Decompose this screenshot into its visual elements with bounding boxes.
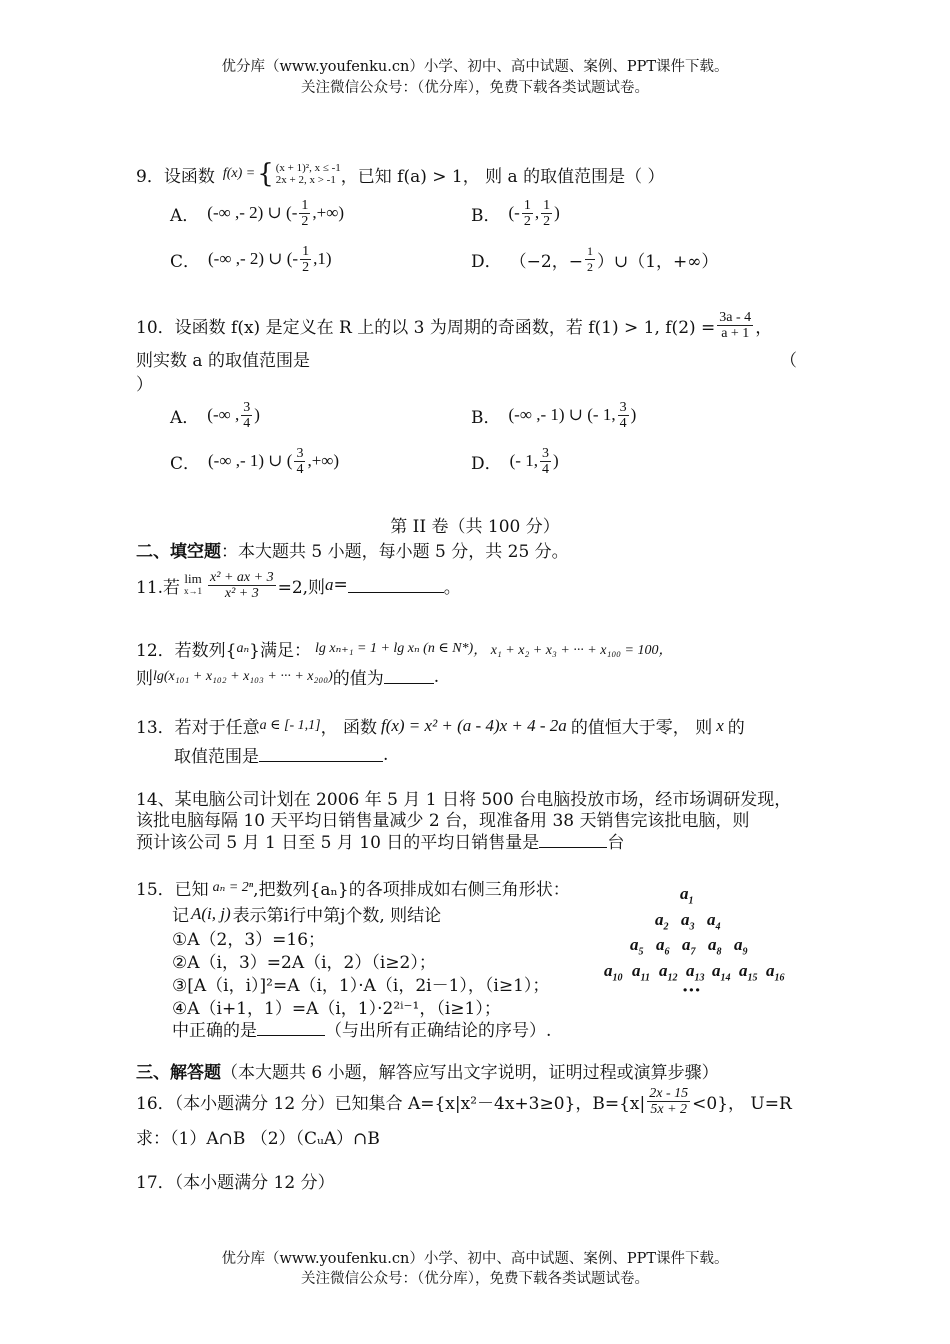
- q12-expr: lg(x₁₀₁ + x₁₀₂ + x₁₀₃ + ··· + x₂₀₀): [153, 668, 333, 684]
- triangle-a15-sub: 15: [747, 972, 758, 984]
- q16-line1a: 16．（本小题满分 12 分）已知集合 A={x|x²－4x+3≥0}，B={x|: [136, 1093, 646, 1114]
- q16-line2: 求：（1）A∩B （2）（CᵤA）∩B: [136, 1129, 380, 1149]
- q15-statement-3: ③[A（i，i）]²=A（i，1）·A（i，2i－1），（i≥1）；: [172, 976, 550, 996]
- q9-b-num1: 1: [523, 197, 531, 213]
- q11-pre: 11.若: [136, 577, 181, 598]
- q11-num: x² + ax + 3: [210, 569, 274, 585]
- q12-relation: lg xₙ₊₁ = 1 + lg xₙ (n ∈ N*): [314, 641, 474, 656]
- q10-a-tail: ): [254, 405, 260, 424]
- q15-line1b: ,把数列{aₙ}的各项排成如右侧三角形状：: [253, 880, 570, 900]
- q9-a-text: (-∞ ,- 2) ∪ (-: [207, 203, 298, 222]
- q12-sum: ， x₁ + x₂ + x₃ + ··· + x₁₀₀ = 100，: [473, 642, 673, 658]
- q10-option-c: [170, 442, 339, 480]
- q9-case-2: 2x + 2, x > -1: [275, 174, 336, 186]
- q13-line1b: ， 函数: [320, 718, 377, 738]
- q9-b-mid: ,: [534, 203, 540, 222]
- q11-post: =2,则: [277, 577, 326, 598]
- q9-d-den: 2: [586, 259, 593, 274]
- q9-case-1: (x + 1)², x ≤ -1: [275, 162, 341, 174]
- q9-a-label: A．: [170, 205, 200, 226]
- q15-line2b: 表示第i行中第j个数, 则结论: [232, 906, 442, 926]
- q10-a-num: 3: [243, 399, 251, 415]
- q11-answer-blank[interactable]: [348, 578, 444, 593]
- q11-lim: [184, 572, 202, 598]
- triangle-a12: $a_{12}$: [659, 961, 678, 984]
- q9-c-text: (-∞ ,- 2) ∪ (-: [208, 249, 299, 268]
- q9-a-tail: ,+∞): [312, 203, 344, 222]
- q11-var: a: [325, 575, 334, 594]
- q11-eq: =: [333, 575, 348, 595]
- q12-line1a: 12．若数列{: [136, 641, 237, 661]
- q15-line2a: 记: [172, 906, 189, 926]
- q10-frac: [717, 310, 753, 341]
- q15-statement-2: ②A（i，3）=2A（i，2）（i≥2）；: [172, 953, 436, 973]
- q9-prefix: 9．设函数: [136, 166, 215, 187]
- q9-b-num2: 1: [543, 197, 551, 213]
- triangle-a11-sub: 11: [640, 972, 650, 984]
- q10-a-frac: [241, 400, 252, 431]
- q9-b-den2: 2: [543, 213, 551, 229]
- triangle-a7: $a_7$: [682, 935, 696, 958]
- triangle-a14: $a_{14}$: [712, 961, 731, 984]
- q9-stem: [136, 160, 665, 188]
- q14-line3-end: 台: [607, 833, 625, 853]
- q9-a-frac: [299, 198, 310, 229]
- q10-d-den: 4: [541, 461, 549, 477]
- q9-func: f(x) =: [222, 166, 256, 181]
- q9-b-den1: 2: [523, 213, 531, 229]
- q9-d-text: （−2，−: [509, 251, 583, 272]
- q9-c-frac: [300, 244, 311, 275]
- triangle-a1-sub: 1: [688, 895, 694, 907]
- q11-den: x² + 3: [224, 585, 259, 601]
- q9-option-c: [170, 242, 332, 276]
- triangle-a16-sub: 16: [774, 972, 785, 984]
- q10-b-label: B．: [471, 407, 501, 428]
- triangle-a9-sub: 9: [742, 946, 748, 958]
- triangle-a5-sub: 5: [638, 946, 644, 958]
- q10-line1a: 10．设函数 f(x) 是定义在 R 上的以 3 为周期的奇函数，若 f(1) > 1, f(2) =: [136, 317, 716, 338]
- q16-line1b: <0}， U=R: [692, 1093, 792, 1114]
- triangle-a14-sub: 14: [720, 972, 731, 984]
- part2-section-label: 二、填空题: [136, 542, 221, 562]
- q10-line2: 则实数 a 的取值范围是: [136, 351, 310, 371]
- q15-statement-4: ④A（i+1，1）=A（i，1）·2²ⁱ⁻¹，（i≥1）；: [172, 999, 501, 1019]
- q15-statement-1: ①A（2，3）=16；: [172, 930, 326, 950]
- q13-line1c: 的值恒大于零， 则: [570, 718, 713, 738]
- triangle-a7-sub: 7: [690, 946, 696, 958]
- q10-c-frac: [294, 446, 305, 477]
- q13-func: f(x) = x² + (a - 4)x + 4 - 2a: [380, 715, 567, 735]
- q14-line3-text: 预计该公司 5 月 1 日至 5 月 10 日的平均日销售量是: [136, 833, 540, 853]
- q9-c-tail: ,1): [313, 249, 332, 268]
- q10-option-d: [471, 442, 559, 480]
- q11-frac: [208, 570, 276, 601]
- q9-c-label: C．: [170, 251, 201, 272]
- q12-line2a: 则: [136, 669, 153, 689]
- q10-c-pre: (-∞ ,- 1) ∪ (: [208, 451, 293, 470]
- triangle-a3-sub: 3: [689, 921, 695, 933]
- triangle-a12-sub: 12: [667, 972, 678, 984]
- q15-answer-blank[interactable]: [257, 1021, 325, 1036]
- q15-last-line: [172, 1016, 551, 1041]
- triangle-a15: $a_{15}$: [739, 961, 758, 984]
- q9-a-den: 2: [301, 213, 309, 229]
- q12-end: .: [433, 666, 440, 687]
- q10-option-b: [471, 396, 636, 434]
- q14-line2: 该批电脑每隔 10 天平均日销售量减少 2 台，现准备用 38 天销售完该批电脑，则: [136, 811, 750, 831]
- footer-line-1: 优分库（www.youfenku.cn）小学、初中、高中试题、案例、PPT课件下载。: [221, 1251, 729, 1267]
- q10-stem: [136, 306, 772, 344]
- q13-line1: [136, 713, 745, 738]
- header-line-1: 优分库（www.youfenku.cn）小学、初中、高中试题、案例、PPT课件下载。: [221, 59, 729, 75]
- q10-c-num: 3: [296, 445, 304, 461]
- triangle-a13: $a_{13}$: [686, 961, 705, 984]
- q15-line1a: 15．已知: [136, 880, 209, 900]
- q10-d-pre: (- 1,: [509, 451, 538, 470]
- q16-line1: [136, 1080, 792, 1122]
- q10-a-den: 4: [243, 415, 251, 431]
- q13-line1d: 的: [727, 718, 745, 738]
- q9-c-den: 2: [302, 259, 310, 275]
- triangle-a16: $a_{16}$: [766, 961, 785, 984]
- q14-answer-blank[interactable]: [539, 833, 607, 848]
- q10-c-label: C．: [170, 453, 201, 474]
- q9-d-label: D．: [471, 251, 502, 272]
- q9-a-num: 1: [301, 197, 309, 213]
- triangle-a13-sub: 13: [694, 972, 705, 984]
- q12-answer-blank[interactable]: [384, 669, 434, 684]
- triangle-a8: $a_8$: [708, 935, 722, 958]
- q13-line1a: 13．若对于任意: [136, 718, 260, 738]
- q10-b-pre: (-∞ ,- 1) ∪ (- 1,: [508, 405, 616, 424]
- q10-c-den: 4: [296, 461, 304, 477]
- triangle-dots: ···: [682, 980, 701, 1001]
- part2-title: 第 II 卷（共 100 分）: [390, 517, 560, 537]
- part3-section-label: 三、解答题: [136, 1063, 221, 1083]
- q10-line1b: ，: [755, 317, 773, 338]
- q10-b-num: 3: [619, 399, 627, 415]
- triangle-a8-sub: 8: [716, 946, 722, 958]
- q15-aij: A(i, j): [191, 903, 231, 923]
- q11-end: 。: [443, 577, 461, 598]
- triangle-a11: $a_{11}$: [632, 961, 650, 984]
- q10-frac-num: 3a - 4: [719, 309, 752, 325]
- q10-d-num: 3: [541, 445, 549, 461]
- q11-lim-text: lim: [184, 571, 202, 586]
- q16-den: 5x + 2: [650, 1101, 688, 1117]
- q9-d-frac: [585, 244, 595, 275]
- q12-line2: [136, 664, 439, 689]
- triangle-a4: $a_4$: [707, 910, 721, 933]
- q15-def: aₙ = 2ⁿ: [212, 880, 254, 895]
- triangle-a6: $a_6$: [656, 935, 670, 958]
- q9-b-frac-1: [522, 198, 533, 229]
- q9-b-frac-2: [541, 198, 552, 229]
- q9-b-pre: (-: [508, 203, 520, 222]
- header-line-2: 关注微信公众号：（优分库），免费下载各类试题试卷。: [301, 80, 649, 96]
- q16-num: 2x - 15: [649, 1085, 689, 1101]
- q9-b-tail: ): [554, 203, 560, 222]
- q10-d-frac: [540, 446, 551, 477]
- q10-b-tail: ): [630, 405, 637, 424]
- triangle-a10-sub: 10: [612, 972, 623, 984]
- triangle-a4-sub: 4: [715, 921, 721, 933]
- q9-option-a: [170, 196, 344, 230]
- q9-condition: ，已知 f(a) > 1， 则 a 的取值范围是（ ）: [340, 166, 665, 187]
- q13-answer-blank[interactable]: [259, 747, 383, 762]
- q13-end: .: [383, 744, 389, 765]
- q10-d-tail: ): [552, 451, 559, 470]
- q13-set: a ∈ [- 1,1]: [259, 718, 321, 733]
- footer-line-2: 关注微信公众号：（优分库），免费下载各类试题试卷。: [301, 1271, 649, 1287]
- q12-seq: aₙ: [236, 641, 250, 656]
- q16-frac: [647, 1086, 690, 1117]
- part2-section: [136, 537, 569, 562]
- q14-line1: 14、某电脑公司计划在 2006 年 5 月 1 日将 500 台电脑投放市场，经市场调研发现，: [136, 790, 792, 810]
- q12-line2b: 的值为: [332, 669, 384, 689]
- q10-c-tail: ,+∞): [307, 451, 340, 470]
- q10-d-label: D．: [471, 453, 502, 474]
- q13-line2-text: 取值范围是: [174, 747, 259, 767]
- q9-d-num: 1: [586, 243, 593, 258]
- q9-option-d: [471, 242, 718, 276]
- q13-var: x: [716, 715, 724, 735]
- q10-paren-close: ）: [136, 375, 153, 395]
- triangle-a5: $a_5$: [630, 935, 644, 958]
- q9-d-tail: ）∪（1，+∞）: [596, 251, 719, 272]
- triangle-a1: $a_1$: [680, 884, 694, 907]
- triangle-a10: $a_{10}$: [604, 961, 623, 984]
- q11: [136, 562, 461, 608]
- q15-line2: [172, 901, 441, 926]
- q13-line2: [174, 742, 388, 767]
- q15-end-a: 中正确的是: [172, 1021, 257, 1041]
- q10-a-pre: (-∞ ,: [207, 405, 240, 424]
- q9-option-b: [471, 196, 560, 230]
- q9-b-label: B．: [471, 205, 501, 226]
- q10-b-frac: [618, 400, 629, 431]
- q11-lim-sub: x→1: [184, 586, 203, 596]
- triangle-a6-sub: 6: [664, 946, 670, 958]
- q9-brace: {: [257, 159, 274, 189]
- q10-frac-den: a + 1: [721, 325, 750, 341]
- part2-section-text: ：本大题共 5 小题，每小题 5 分，共 25 分。: [221, 542, 569, 562]
- triangle-a3: $a_3$: [681, 910, 695, 933]
- q9-c-num: 1: [302, 243, 310, 259]
- triangle-a2: $a_2$: [655, 910, 669, 933]
- triangle-a2-sub: 2: [663, 921, 669, 933]
- q12-line1: [136, 636, 673, 661]
- q14-line3: [136, 828, 624, 853]
- q10-option-a: [170, 396, 260, 434]
- part3-section-text: （本大题共 6 小题，解答应写出文字说明，证明过程或演算步骤）: [221, 1063, 719, 1083]
- q12-line1b: }满足：: [249, 641, 311, 661]
- q10-paren-open: （: [780, 351, 797, 371]
- q15-end-b: （与出所有正确结论的序号）.: [325, 1021, 552, 1041]
- q10-b-den: 4: [619, 415, 627, 431]
- q10-a-label: A．: [170, 407, 200, 428]
- q17-line1: 17．（本小题满分 12 分）: [136, 1173, 335, 1193]
- q15-line1: [136, 875, 570, 900]
- triangle-a9: $a_9$: [734, 935, 748, 958]
- q9-cases: [276, 162, 341, 186]
